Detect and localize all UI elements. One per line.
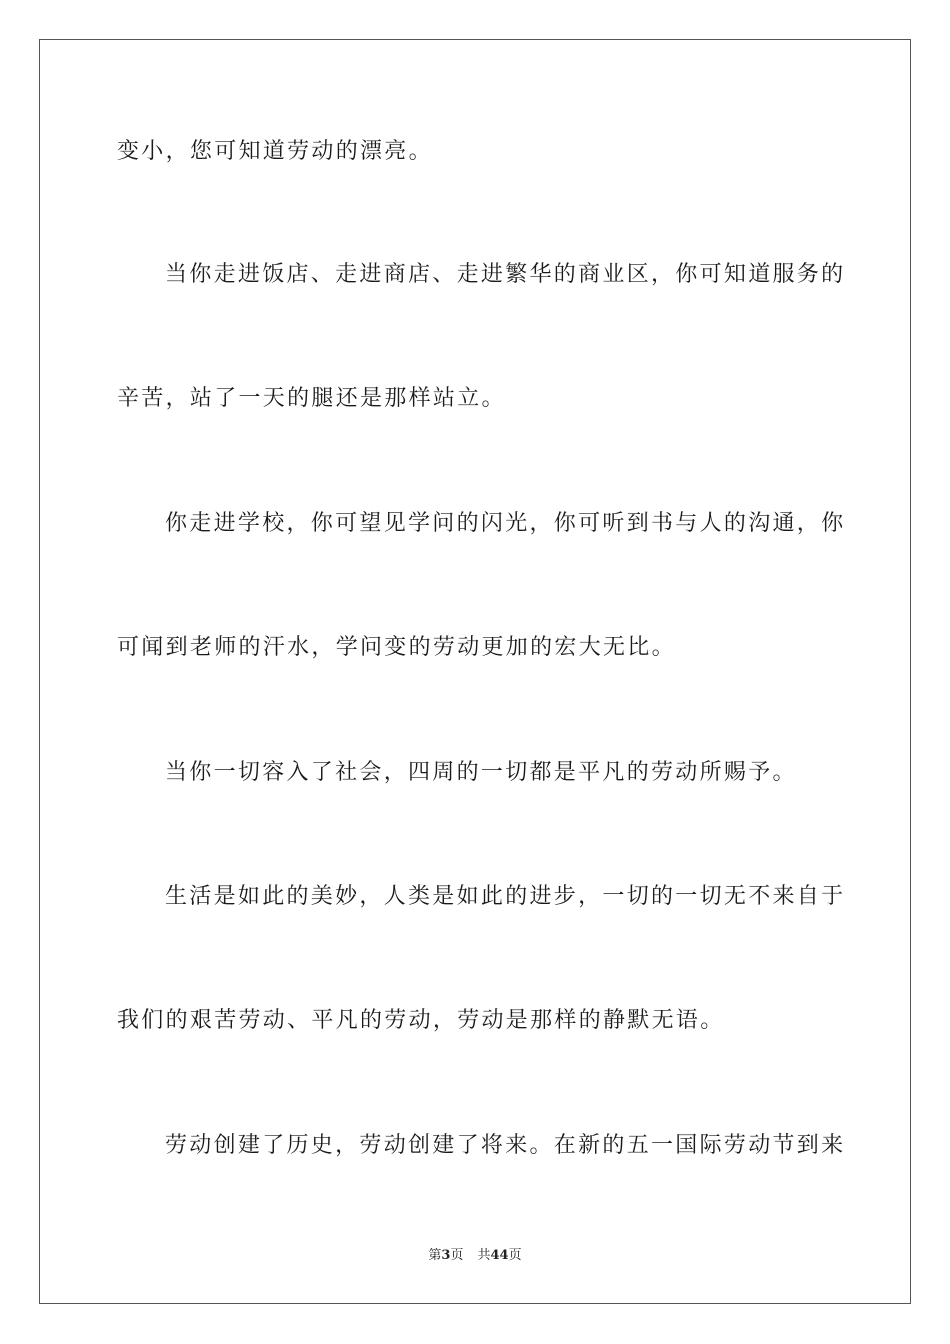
paragraph-line: 劳动创建了历史，劳动创建了将来。在新的五一国际劳动节到来	[165, 1133, 846, 1158]
total-prefix: 共	[477, 1248, 491, 1263]
page-footer	[0, 1248, 950, 1264]
paragraph-line: 你走进学校，你可望见学问的闪光，你可听到书与人的沟通，你	[165, 511, 846, 536]
total-pages: 44	[490, 1248, 509, 1263]
page-number: 3	[441, 1248, 451, 1263]
total-suffix: 页	[508, 1248, 522, 1263]
page-prefix: 第	[428, 1248, 442, 1263]
page-border	[39, 39, 911, 1304]
paragraph-line: 当你一切容入了社会，四周的一切都是平凡的劳动所赐予。	[165, 760, 797, 785]
paragraph-line: 变小，您可知道劳动的漂亮。	[117, 139, 433, 164]
paragraph-line: 生活是如此的美妙，人类是如此的进步，一切的一切无不来自于	[165, 884, 846, 909]
paragraph-line: 可闻到老师的汗水，学问变的劳动更加的宏大无比。	[117, 635, 676, 660]
page-suffix: 页	[450, 1248, 464, 1263]
paragraph-line: 辛苦，站了一天的腿还是那样站立。	[117, 386, 506, 411]
paragraph-line: 我们的艰苦劳动、平凡的劳动，劳动是那样的静默无语。	[117, 1008, 725, 1033]
paragraph-line: 当你走进饭店、走进商店、走进繁华的商业区，你可知道服务的	[165, 262, 846, 287]
